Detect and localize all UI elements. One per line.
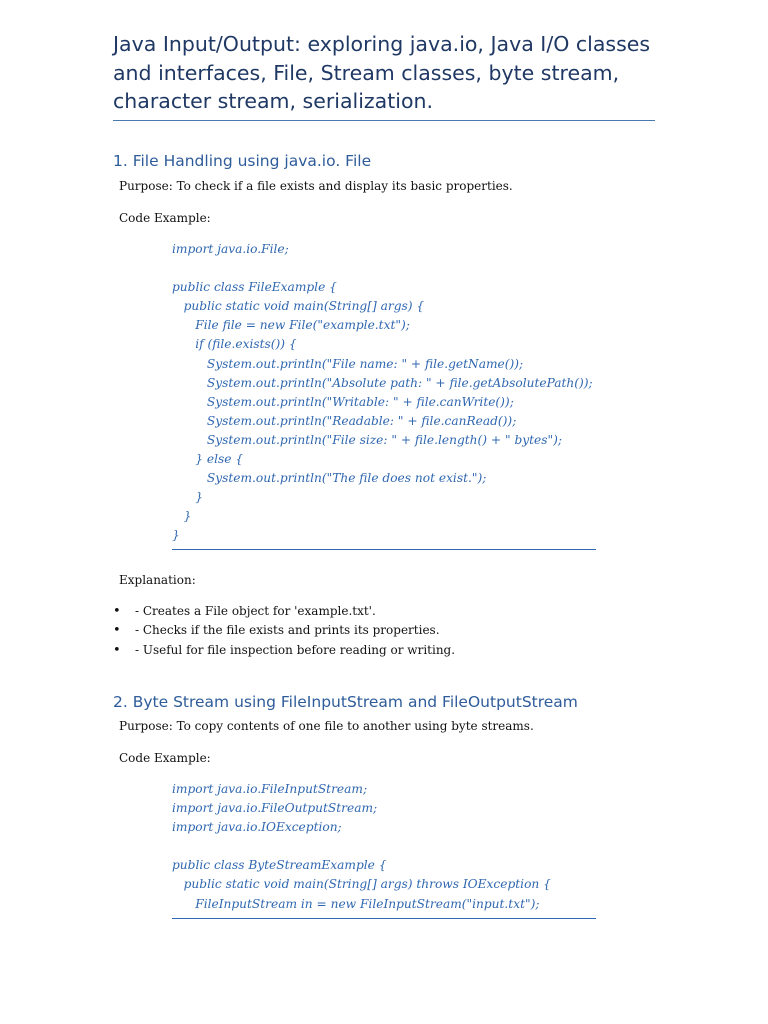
code-line: import java.io.FileInputStream; xyxy=(172,782,368,796)
code-line: FileInputStream in = new FileInputStream("input.txt"); xyxy=(172,896,540,911)
code-line: public class ByteStreamExample { xyxy=(172,858,387,873)
section-1-explanation-label: Explanation: xyxy=(119,573,196,587)
bullet-icon: • xyxy=(113,642,121,658)
code-line: System.out.println("Readable: " + file.canRead()); xyxy=(172,413,517,428)
list-item-text: - Useful for file inspection before reading or writing. xyxy=(135,642,456,657)
code-line: public static void main(String[] args) { xyxy=(172,299,425,314)
section-2-purpose: Purpose: To copy contents of one file to another using byte streams. xyxy=(119,719,534,733)
section-2-code-block xyxy=(172,780,596,919)
code-line: System.out.println("Absolute path: " + file.getAbsolutePath()); xyxy=(172,375,593,390)
section-1-code-block xyxy=(172,240,596,550)
code-line: } xyxy=(172,490,203,505)
list-item xyxy=(113,641,455,660)
code-line: public static void main(String[] args) throws IOException { xyxy=(172,877,551,892)
code-line: System.out.println("File name: " + file.getName()); xyxy=(172,356,524,371)
code-line: import java.io.FileOutputStream; xyxy=(172,801,378,816)
bullet-icon: • xyxy=(113,604,121,619)
list-item-text: - Creates a File object for 'example.txt'. xyxy=(135,604,376,618)
code-line xyxy=(172,259,596,278)
code-line: } xyxy=(172,528,180,543)
list-item xyxy=(113,602,455,621)
code-line: import java.io.IOException; xyxy=(172,820,342,835)
section-1-purpose: Purpose: To check if a file exists and display its basic properties. xyxy=(119,179,513,193)
bullet-icon: • xyxy=(113,623,121,639)
section-1-bullet-list xyxy=(113,602,455,660)
code-line: System.out.println("The file does not exist."); xyxy=(172,471,487,486)
document-title: Java Input/Output: exploring java.io, Java I/O classes and interfaces, File, Stream classes, byte stream, character stream, serialization. xyxy=(113,32,651,113)
title-divider xyxy=(113,120,655,121)
section-1-code-label: Code Example: xyxy=(119,211,211,225)
code-line: public class FileExample { xyxy=(172,280,337,295)
section-1-heading: 1. File Handling using java.io. File xyxy=(113,152,372,170)
section-2-heading: 2. Byte Stream using FileInputStream and FileOutputStream xyxy=(113,693,578,711)
code-line: if (file.exists()) { xyxy=(172,337,297,352)
code-line xyxy=(172,837,596,856)
code-line: System.out.println("Writable: " + file.canWrite()); xyxy=(172,394,514,409)
code-line: File file = new File("example.txt"); xyxy=(172,318,410,333)
list-item xyxy=(113,621,455,640)
section-2-code-label: Code Example: xyxy=(119,751,211,765)
code-line: } else { xyxy=(172,452,244,467)
code-line: System.out.println("File size: " + file.length() + " bytes"); xyxy=(172,432,562,447)
code-line: import java.io.File; xyxy=(172,242,289,256)
list-item-text: - Checks if the file exists and prints its properties. xyxy=(135,623,440,638)
code-line: } xyxy=(172,509,192,524)
